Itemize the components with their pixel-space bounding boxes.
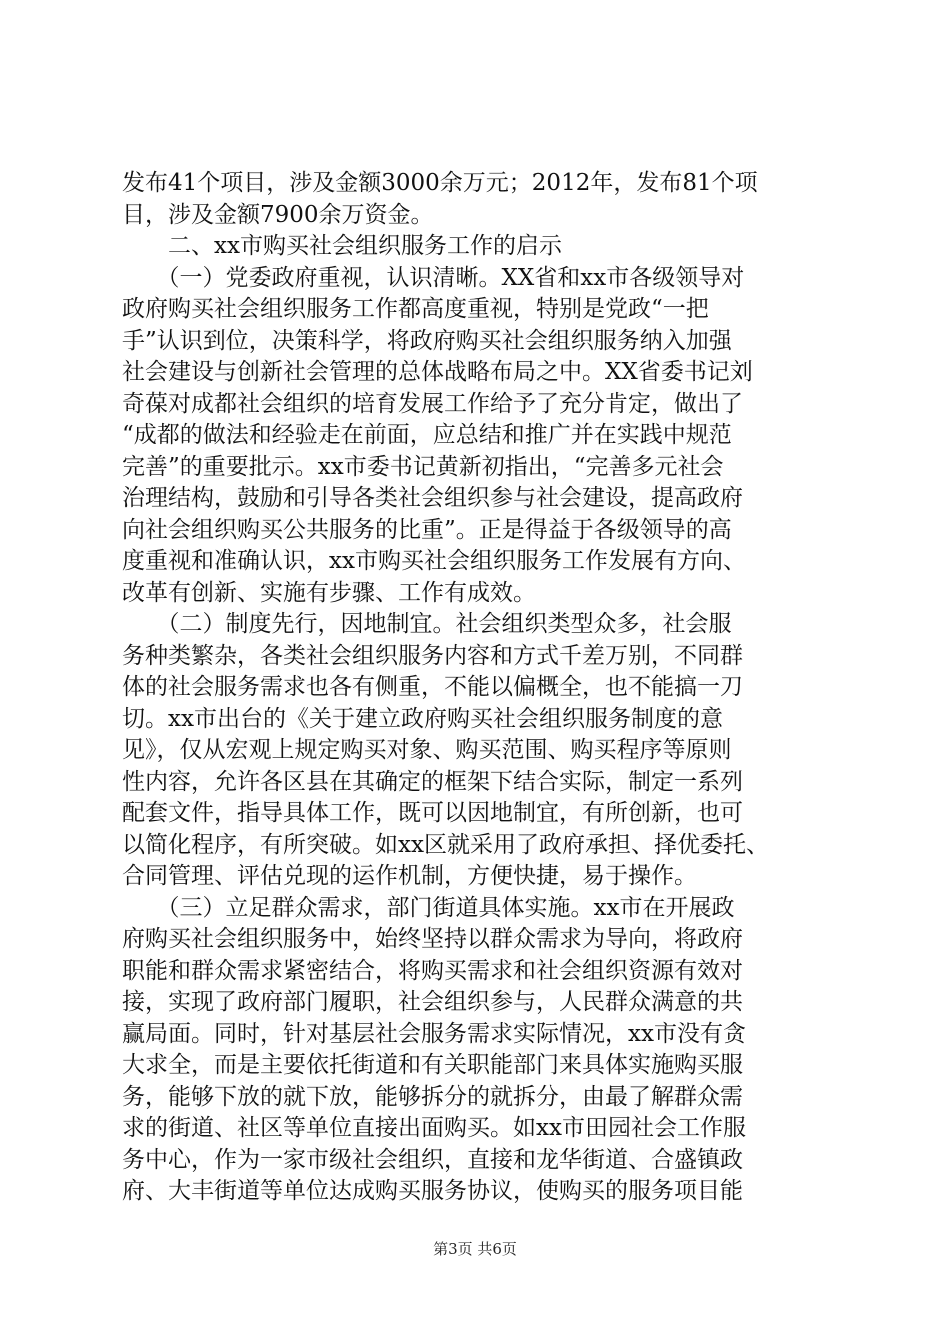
- text-line: 体的社会服务需求也各有侧重，不能以偏概全，也不能搞一刀: [122, 674, 743, 700]
- text-line: 务中心，作为一家市级社会组织，直接和龙华街道、合盛镇政: [122, 1146, 743, 1173]
- text-line: 向社会组织购买公共服务的比重”。正是得益于各级领导的高: [122, 516, 732, 543]
- text-line: 目，涉及金额7900余万资金。: [122, 201, 434, 228]
- text-line: 以简化程序，有所突破。如xx区就采用了政府承担、择优委托、: [122, 831, 769, 858]
- text-line: 职能和群众需求紧密结合，将购买需求和社会组织资源有效对: [122, 957, 743, 984]
- text-line: 切。xx市出台的《关于建立政府购买社会组织服务制度的意: [122, 705, 723, 732]
- text-line: （二）制度先行，因地制宜。社会组织类型众多，社会服: [122, 611, 732, 637]
- text-line: 务，能够下放的就下放，能够拆分的就拆分，由最了解群众需: [122, 1083, 743, 1110]
- text-line: 社会建设与创新社会管理的总体战略布局之中。XX省委书记刘: [122, 359, 753, 385]
- text-line: （三）立足群众需求，部门街道具体实施。xx市在开展政: [122, 894, 735, 921]
- text-line: “成都的做法和经验走在前面，应总结和推广并在实践中规范: [122, 422, 732, 448]
- text-line: 配套文件，指导具体工作，既可以因地制宜，有所创新，也可: [122, 800, 743, 826]
- text-line: 改革有创新、实施有步骤、工作有成效。: [122, 579, 536, 606]
- text-line: 度重视和准确认识，xx市购买社会组织服务工作发展有方向、: [122, 548, 746, 574]
- text-line: 治理结构，鼓励和引导各类社会组织参与社会建设，提高政府: [122, 485, 743, 511]
- text-line: 二、xx市购买社会组织服务工作的启示: [122, 233, 562, 259]
- text-line: 性内容，允许各区县在其确定的框架下结合实际，制定一系列: [122, 768, 743, 795]
- text-line: 发布41个项目，涉及金额3000余万元；2012年，发布81个项: [122, 170, 758, 196]
- text-line: 府购买社会组织服务中，始终坚持以群众需求为导向，将政府: [122, 926, 743, 952]
- text-line: 接，实现了政府部门履职，社会组织参与，人民群众满意的共: [122, 989, 743, 1015]
- text-line: 合同管理、评估兑现的运作机制，方便快捷，易于操作。: [122, 863, 697, 889]
- text-line: 手”认识到位，决策科学，将政府购买社会组织服务纳入加强: [122, 327, 732, 354]
- text-line: 完善”的重要批示。xx市委书记黄新初指出，“完善多元社会: [122, 453, 724, 480]
- text-line: 见》，仅从宏观上规定购买对象、购买范围、购买程序等原则: [122, 737, 732, 763]
- text-line: 务种类繁杂，各类社会组织服务内容和方式千差万别，不同群: [122, 642, 743, 669]
- text-line: （一）党委政府重视，认识清晰。XX省和xx市各级领导对: [122, 264, 745, 291]
- text-line: 求的街道、社区等单位直接出面购买。如xx市田园社会工作服: [122, 1115, 746, 1141]
- text-line: 大求全，而是主要依托街道和有关职能部门来具体实施购买服: [122, 1052, 743, 1078]
- page-footer: 第3页 共6页: [433, 1240, 517, 1258]
- text-line: 府、大丰街道等单位达成购买服务协议，使购买的服务项目能: [122, 1178, 743, 1204]
- document-body: [122, 168, 832, 1208]
- text-line: 奇葆对成都社会组织的培育发展工作给予了充分肯定，做出了: [122, 390, 743, 417]
- text-line: 赢局面。同时，针对基层社会服务需求实际情况，xx市没有贪: [122, 1020, 746, 1047]
- text-line: 政府购买社会组织服务工作都高度重视，特别是党政“一把: [122, 296, 709, 322]
